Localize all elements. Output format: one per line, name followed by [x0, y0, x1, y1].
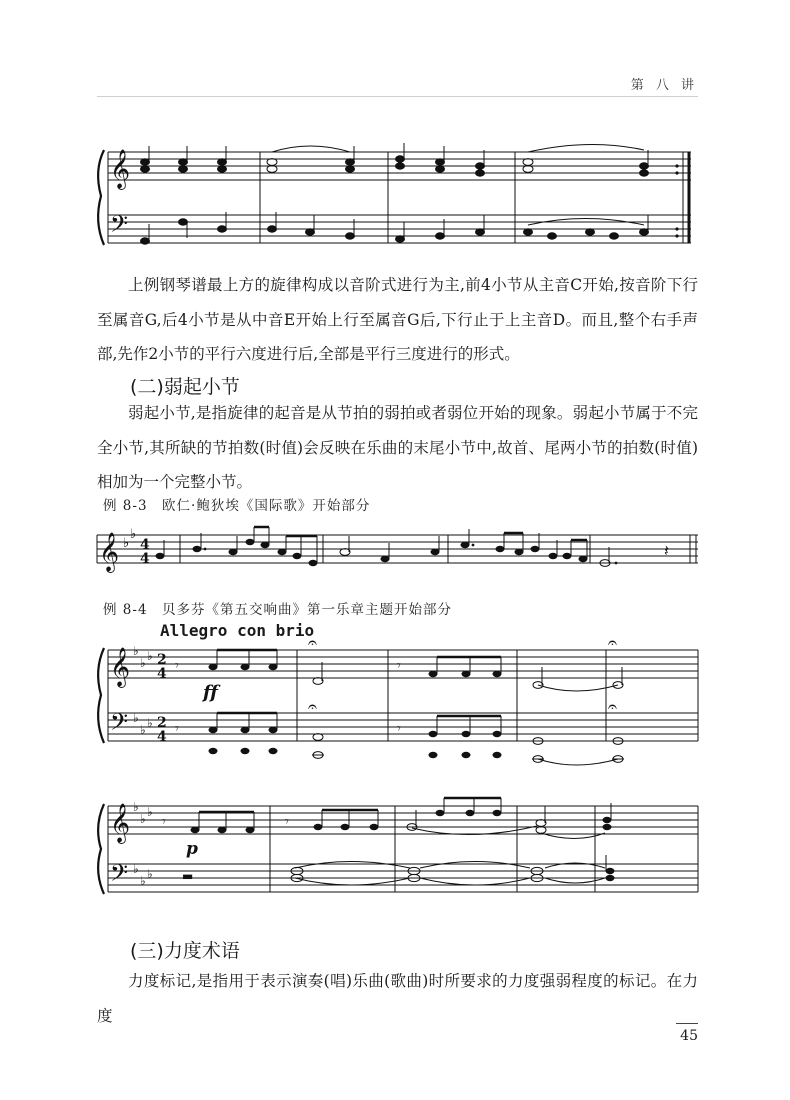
note	[346, 233, 355, 239]
tempo-marking: Allegro con brio	[160, 621, 315, 640]
note	[241, 748, 250, 754]
note	[218, 166, 227, 172]
note	[640, 170, 649, 176]
note	[606, 868, 615, 874]
bass-clef-icon: 𝄢	[110, 210, 129, 243]
note	[523, 159, 533, 166]
svg-text:4: 4	[157, 729, 167, 745]
eighth-rest-icon: 𝄾	[175, 658, 179, 674]
svg-text:♭: ♭	[140, 874, 146, 888]
eighth-rest-icon: 𝄾	[397, 721, 401, 737]
section-title-2: (二)弱起小节	[130, 376, 240, 398]
note	[141, 159, 150, 165]
page-number: 45	[680, 1028, 698, 1044]
dynamic-ff: ff	[203, 682, 218, 703]
note	[531, 546, 540, 552]
note	[610, 233, 619, 239]
half-rest-icon: ▬	[182, 869, 194, 883]
svg-text:4: 4	[140, 551, 150, 567]
note	[293, 553, 302, 559]
section-body-3: 力度标记,是指用于表示演奏(唱)乐曲(歌曲)时所要求的力度强弱程度的标记。在力度	[97, 972, 698, 1025]
note	[462, 731, 471, 737]
svg-text:♭: ♭	[140, 723, 146, 737]
note	[269, 664, 278, 670]
eighth-rest-icon: 𝄾	[175, 721, 179, 737]
note	[548, 233, 557, 239]
note	[267, 166, 277, 173]
note	[241, 664, 250, 670]
note	[269, 727, 278, 733]
note	[436, 233, 445, 239]
note	[218, 226, 227, 232]
bass-clef-icon: 𝄢	[110, 708, 129, 741]
svg-text:♭: ♭	[140, 656, 146, 670]
fermata-icon: 𝄐	[308, 697, 317, 716]
section-title-3: (三)力度术语	[130, 940, 240, 962]
note	[141, 166, 150, 172]
note	[381, 556, 390, 562]
rest-icon: 𝄽	[664, 541, 669, 560]
note	[193, 546, 202, 552]
bass-clef-icon: 𝄢	[110, 859, 129, 892]
example-caption-8-3: 例 8-3 欧仁·鲍狄埃《国际歌》开始部分	[103, 498, 371, 514]
note	[269, 748, 278, 754]
note	[436, 166, 445, 172]
paragraph-1: 上例钢琴谱最上方的旋律构成以音阶式进行为主,前4小节从主音C开始,按音阶下行至属音G,后4小节是从中音E开始上行至属音G后,下行止于上主音D。而且,整个右手声部,先作2小节的平行六度进行后,全部是平行三度进行的形式。	[97, 276, 698, 363]
note	[396, 156, 405, 162]
note	[268, 226, 277, 232]
melody-score-example-8-3	[0, 525, 790, 585]
note	[606, 875, 615, 881]
note	[191, 827, 200, 833]
svg-text:♭: ♭	[140, 812, 146, 826]
note	[141, 238, 150, 244]
note	[493, 810, 502, 816]
note	[493, 731, 502, 737]
note	[476, 163, 485, 169]
note	[246, 827, 255, 833]
note	[466, 810, 475, 816]
note	[218, 159, 227, 165]
note	[436, 159, 445, 165]
note	[436, 810, 445, 816]
svg-text:♭: ♭	[147, 867, 153, 881]
note	[179, 219, 188, 225]
svg-text:♭: ♭	[133, 862, 139, 876]
svg-text:♭: ♭	[133, 800, 139, 814]
eighth-rest-icon: 𝄾	[397, 658, 401, 674]
note	[493, 752, 502, 758]
note	[536, 827, 546, 834]
section-body-2: 弱起小节,是指旋律的起音是从节拍的弱拍或者弱位开始的现象。弱起小节属于不完全小节,其所缺的节拍数(时值)会反映在乐曲的末尾小节中,故首、尾两小节的拍数(时值)相加为一个完整小节。	[97, 404, 698, 491]
note	[370, 824, 379, 830]
note	[640, 163, 649, 169]
note	[549, 553, 558, 559]
note	[306, 229, 315, 235]
treble-clef-icon: 𝄞	[110, 647, 131, 687]
fermata-icon: 𝄐	[608, 697, 617, 716]
note	[476, 229, 485, 235]
svg-text:2: 2	[157, 652, 167, 668]
chapter-header: 第 八 讲	[630, 78, 698, 93]
svg-text:2: 2	[157, 715, 167, 731]
svg-text:♭: ♭	[147, 649, 153, 663]
note	[261, 542, 270, 548]
note	[309, 560, 318, 566]
note	[209, 664, 218, 670]
eighth-rest-icon: 𝄾	[162, 814, 166, 830]
note	[563, 553, 572, 559]
eighth-rest-icon: 𝄾	[285, 814, 289, 830]
note	[640, 229, 649, 235]
note	[346, 166, 355, 172]
note	[396, 163, 405, 169]
note	[314, 824, 323, 830]
note	[429, 731, 438, 737]
note	[396, 236, 405, 242]
note	[586, 229, 595, 235]
fermata-icon: 𝄐	[308, 640, 317, 652]
flat-icon: ♭	[123, 536, 130, 551]
note	[209, 748, 218, 754]
note	[241, 727, 250, 733]
note	[462, 752, 471, 758]
note	[156, 553, 165, 559]
note	[496, 546, 505, 552]
note	[229, 549, 238, 555]
note	[476, 170, 485, 176]
note	[579, 556, 588, 562]
note	[179, 159, 188, 165]
note	[524, 229, 533, 235]
note	[346, 159, 355, 165]
note	[462, 671, 471, 677]
note	[313, 734, 323, 741]
treble-clef-icon: 𝄞	[110, 803, 131, 843]
svg-text:4: 4	[140, 537, 150, 553]
note	[493, 671, 502, 677]
note	[246, 539, 255, 545]
svg-text:♭: ♭	[147, 805, 153, 819]
svg-text:4: 4	[157, 666, 167, 682]
note	[267, 159, 277, 166]
svg-text:♭: ♭	[147, 716, 153, 730]
note	[461, 542, 470, 548]
treble-clef-icon: 𝄞	[99, 532, 120, 572]
note	[218, 827, 227, 833]
note	[603, 824, 612, 830]
note	[431, 549, 440, 555]
note	[179, 166, 188, 172]
example-caption-8-4: 例 8-4 贝多芬《第五交响曲》第一乐章主题开始部分	[103, 602, 453, 618]
svg-text:♭: ♭	[133, 644, 139, 658]
note	[523, 166, 533, 173]
treble-clef-icon: 𝄞	[110, 149, 131, 189]
note	[515, 549, 524, 555]
flat-icon: ♭	[130, 527, 137, 542]
piano-score-example-8-4-system-2	[0, 790, 790, 920]
page-number-rule	[676, 1023, 698, 1024]
note	[429, 752, 438, 758]
fermata-icon: 𝄐	[608, 640, 617, 652]
note	[278, 549, 287, 555]
note	[603, 817, 612, 823]
dynamic-p: p	[186, 839, 198, 859]
svg-text:♭: ♭	[133, 711, 139, 725]
note	[209, 727, 218, 733]
note	[341, 824, 350, 830]
note	[429, 671, 438, 677]
header-rule	[97, 96, 698, 97]
piano-score-example-8-4-system-1	[0, 640, 790, 780]
